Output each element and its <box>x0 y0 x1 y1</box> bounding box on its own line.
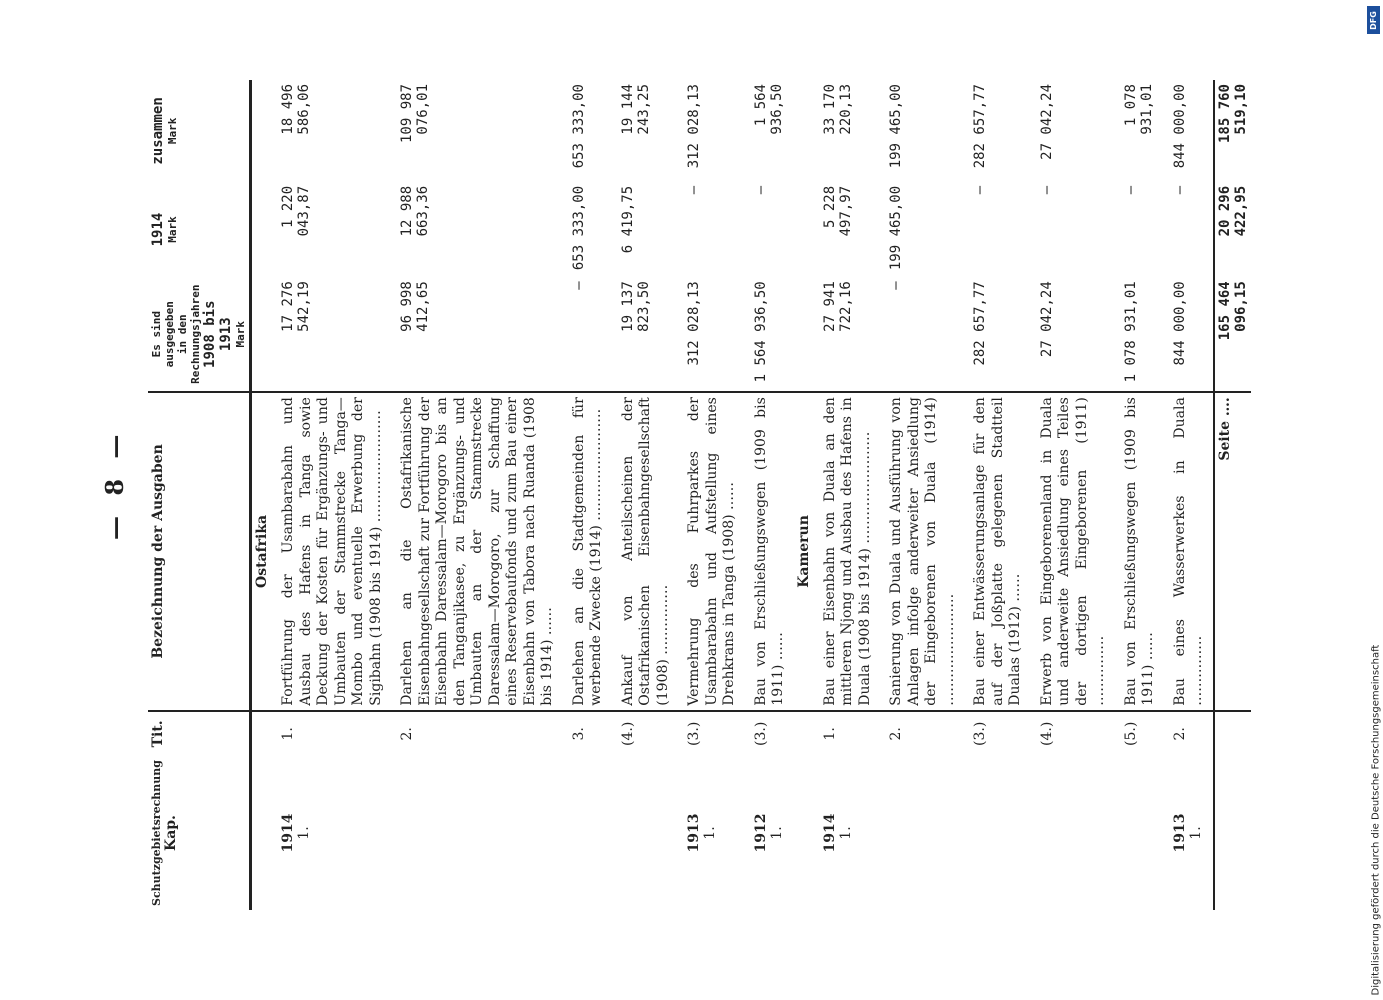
amount-1908-1913: 844 000,00 <box>1164 277 1214 392</box>
dfg-logo: DFG <box>1367 6 1380 34</box>
description-cell: Bau von Erschließungswegen (1909 bis 1911) …… <box>745 392 794 711</box>
amount-1908-1913: 17 276 542,19 <box>272 277 391 392</box>
kap-number: 1. <box>296 826 312 840</box>
description-cell: Darlehen an die Ostafrikanische Eisenbahngesellschaft zur Fortführung der Eisenbahn Daressalam—Morogoro bis an den Tanganjikasee, zu Ergänzungs- und Umbauten an der Stammstrecke Daressalam—Morogoro, zur Schaffung eines Reservebaufonds und zum Bau einer Eisenbahn von Tabora nach Ruanda (1908 bis 1914) …… <box>391 392 563 711</box>
kap-cell <box>1115 756 1164 910</box>
amount-1908-1913: 96 998 412,65 <box>391 277 563 392</box>
amount-total: 312 028,13 <box>686 84 702 169</box>
kap-number: 1. <box>837 826 854 840</box>
table-row <box>880 80 964 910</box>
tit-cell: 3. <box>570 727 587 741</box>
table-row <box>391 80 563 910</box>
tit-cell: (5.) <box>1122 721 1139 746</box>
kap-number: 1. <box>768 826 785 840</box>
amount-total: 1 564 936,50 <box>752 84 785 135</box>
tit-cell: 2. <box>399 727 415 741</box>
kap-cell <box>272 756 391 910</box>
tit-cell: (3.) <box>686 721 702 746</box>
amount-total: 109 987 076,01 <box>399 84 431 144</box>
kap-cell <box>678 756 745 910</box>
table-row <box>1115 80 1164 910</box>
amount-1908-1913: 1 564 936,50 <box>745 277 794 392</box>
amount-total: 19 144 243,25 <box>619 84 652 135</box>
sum-row <box>1214 80 1251 910</box>
table-row <box>814 80 881 910</box>
year-label: 1914 <box>821 813 838 853</box>
section-title: Kamerun <box>794 392 814 711</box>
page-number: — 8 — <box>100 428 129 540</box>
table-row <box>745 80 794 910</box>
tit-cell: (3.) <box>752 721 769 746</box>
description-cell: Bau eines Wasserwerkes in Duala …………… <box>1164 392 1214 711</box>
section-heading-row <box>794 80 814 910</box>
amount-1914: — <box>1122 185 1139 195</box>
amount-1914: 5 228 497,97 <box>821 185 854 237</box>
header-tit: Tit. <box>148 711 251 756</box>
amount-1908-1913: 282 657,77 <box>964 277 1031 392</box>
digitization-footer: Digitalisierung gefördert durch die Deutsche Forschungsgemeinschaft <box>1370 644 1382 996</box>
tit-cell: 2. <box>1171 727 1188 741</box>
description-cell: Bau einer Entwässerungsanlage für den auf der Joßplatte gelegenen Stadtteil Dualas (1912) …… <box>964 392 1031 711</box>
kap-number: 1. <box>1187 826 1204 840</box>
table-row <box>678 80 745 910</box>
kap-cell <box>391 756 563 910</box>
year-label: 1914 <box>280 813 296 853</box>
description-cell: Darlehen an die Stadtgemeinden für werbende Zwecke (1914) …………………… <box>563 392 612 711</box>
kap-number: 1. <box>702 826 718 840</box>
amount-1914: — <box>972 185 988 195</box>
sum-1908-1913: 165 464 096,15 <box>1214 277 1251 392</box>
kap-cell <box>964 756 1031 910</box>
table-row <box>563 80 612 910</box>
amount-1908-1913: — <box>880 277 964 392</box>
table-row <box>1164 80 1214 910</box>
amount-1908-1913: 27 042,24 <box>1031 277 1115 392</box>
expenditure-table <box>148 80 1251 910</box>
description-cell: Ankauf von Anteilscheinen der Ostafrikanischen Eisenbahngesellschaft (1908) …………… <box>612 392 679 711</box>
amount-1908-1913: 312 028,13 <box>678 277 745 392</box>
section-title: Ostafrika <box>251 392 273 711</box>
amount-1914: 12 988 663,36 <box>399 185 431 237</box>
amount-total: 18 496 586,06 <box>280 84 312 135</box>
amount-total: 282 657,77 <box>972 84 988 169</box>
amount-1914: — <box>1038 185 1055 195</box>
amount-1914: 199 465,00 <box>888 185 904 271</box>
amount-total: 653 333,00 <box>570 84 587 169</box>
sum-label: Seite …. <box>1214 392 1251 711</box>
kap-cell <box>814 756 881 910</box>
description-cell: Sanierung von Duala und Ausführung von Anlagen infolge anderweiter Ansiedlung der Eingeborenen von Duala (1914) …………………… <box>880 392 964 711</box>
amount-total: 844 000,00 <box>1171 84 1188 169</box>
header-desc: Bezeichnung der Ausgaben <box>148 392 251 711</box>
description-cell: Fortführung der Usambarabahn und Ausbau des Hafens in Tanga sowie Deckung der Kosten für Ergänzungs- und Umbauten der Stammstrecke Tanga—Mombo und eventuelle Erwerbung der Sigibahn (1908 bis 1914) …………………… <box>272 392 391 711</box>
table-body <box>251 80 1251 910</box>
description-cell: Bau von Erschließungswegen (1909 bis 1911) …… <box>1115 392 1164 711</box>
description-cell: Vermehrung des Fuhrparkes der Usambarabahn und Aufstellung eines Drehkrans in Tanga (1908) …… <box>678 392 745 711</box>
tit-cell: (3.) <box>972 721 988 746</box>
kap-cell <box>612 756 679 910</box>
amount-1908-1913: 27 941 722,16 <box>814 277 881 392</box>
amount-1914: — <box>1171 185 1188 195</box>
amount-1914: 653 333,00 <box>570 185 587 271</box>
amount-1908-1913: 1 078 931,01 <box>1115 277 1164 392</box>
description-cell: Bau einer Eisenbahn von Duala an den mittleren Njong und Ausbau des Hafens in Duala (1908 bis 1914) …………………… <box>814 392 881 711</box>
amount-total: 27 042,24 <box>1038 84 1055 160</box>
year-label: 1913 <box>686 813 702 853</box>
tit-cell: (4.) <box>1038 721 1055 746</box>
year-label: 1912 <box>752 813 769 853</box>
tit-cell: 1. <box>280 727 296 741</box>
kap-cell <box>745 756 794 910</box>
amount-total: 1 078 931,01 <box>1122 84 1155 135</box>
year-label: 1913 <box>1171 813 1188 853</box>
sum-1914: 20 296 422,95 <box>1214 182 1251 277</box>
table-row <box>964 80 1031 910</box>
kap-cell <box>1164 756 1214 910</box>
kap-cell <box>1031 756 1115 910</box>
header-total: zusammen Mark <box>148 80 251 182</box>
amount-1914: — <box>752 185 769 195</box>
tit-cell: 2. <box>888 727 904 741</box>
header-kap: Schutzgebietsrechnung Kap. <box>148 756 251 910</box>
header-y1: Es sind ausgegeben in den Rechnungsjahren 1908 bis 1913 Mark <box>148 277 251 392</box>
header-y2: 1914 Mark <box>148 182 251 277</box>
amount-1914: 6 419,75 <box>619 185 636 254</box>
header-row <box>148 80 251 910</box>
amount-1908-1913: 19 137 823,50 <box>612 277 679 392</box>
tit-cell: 1. <box>821 727 838 741</box>
section-heading-row <box>251 80 273 910</box>
kap-cell <box>880 756 964 910</box>
sum-total: 185 760 519,10 <box>1214 80 1251 182</box>
amount-total: 199 465,00 <box>888 84 904 169</box>
kap-cell <box>563 756 612 910</box>
table-row <box>612 80 679 910</box>
amount-1914: — <box>686 185 702 195</box>
table-row <box>272 80 391 910</box>
table-row <box>1031 80 1115 910</box>
description-cell: Erwerb von Eingeborenenland in Duala und anderweite Ansiedlung eines Teiles der dortigen Eingeborenen (1911) …………… <box>1031 392 1115 711</box>
tit-cell: (4.) <box>619 721 636 746</box>
amount-1908-1913: — <box>563 277 612 392</box>
amount-1914: 1 220 043,87 <box>280 185 312 237</box>
amount-total: 33 170 220,13 <box>821 84 854 135</box>
